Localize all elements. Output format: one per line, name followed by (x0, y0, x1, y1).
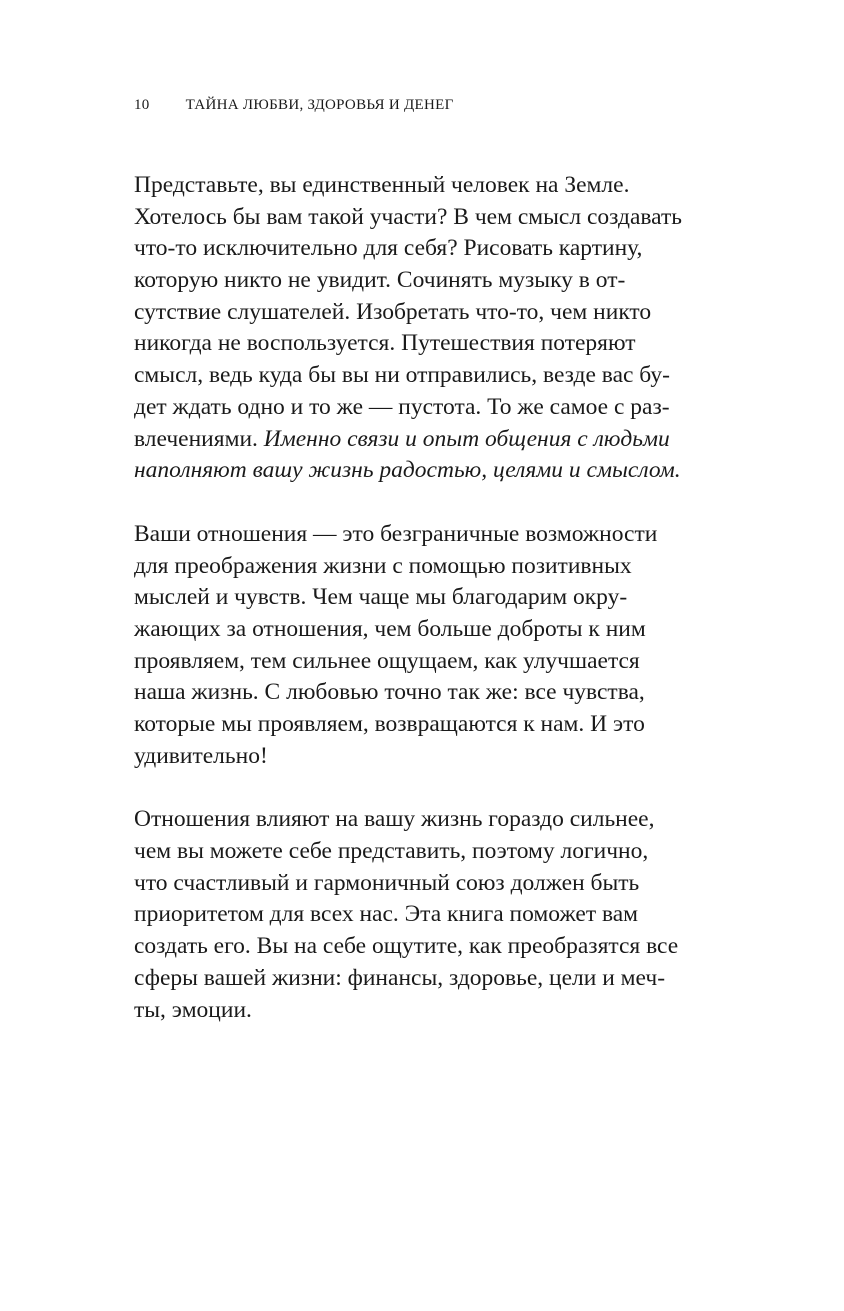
text-line: жающих за отношения, чем больше доброты к ним (134, 615, 646, 642)
body-text (134, 170, 734, 1026)
text-line: дет ждать одно и то же — пустота. То же самое с раз- (134, 393, 670, 420)
text-line: сферы вашей жизни: финансы, здоровье, цели и меч- (134, 964, 666, 991)
paragraph-1 (134, 170, 734, 487)
text-italic-segment: Именно связи и опыт общения с людьми (263, 425, 670, 452)
running-head-title: ТАЙНА ЛЮБВИ, ЗДОРОВЬЯ И ДЕНЕГ (185, 97, 454, 113)
text-line: что счастливый и гармоничный союз должен быть (134, 869, 640, 896)
running-head (134, 97, 454, 114)
text-line: Ваши отношения — это безграничные возможности (134, 520, 658, 547)
page-number: 10 (134, 97, 150, 113)
text-line: никогда не воспользуется. Путешествия потеряют (134, 330, 636, 357)
text-line: наша жизнь. С любовью точно так же: все чувства, (134, 679, 645, 706)
paragraph-spacer (134, 772, 734, 804)
text-line: проявляем, тем сильнее ощущаем, как улучшается (134, 647, 640, 674)
text-line: что-то исключительно для себя? Рисовать картину, (134, 235, 643, 262)
text-line: Отношения влияют на вашу жизнь гораздо сильнее, (134, 806, 655, 833)
text-line-mixed (134, 424, 734, 456)
text-regular-segment: влечениями. (134, 425, 264, 452)
text-line: Хотелось бы вам такой участи? В чем смысл создавать (134, 203, 682, 230)
text-line: создать его. Вы на себе ощутите, как преобразятся все (134, 933, 679, 960)
text-line: чем вы можете себе представить, поэтому логично, (134, 838, 649, 865)
paragraph-2 (134, 519, 734, 773)
text-line: которые мы проявляем, возвращаются к нам. И это (134, 711, 645, 737)
text-line: сутствие слушателей. Изобретать что-то, чем никто (134, 298, 652, 325)
text-line: смысл, ведь куда бы вы ни отправились, везде вас бу- (134, 362, 670, 389)
text-line-italic: наполняют вашу жизнь радостью, целями и смыслом. (134, 457, 681, 484)
text-line: мыслей и чувств. Чем чаще мы благодарим окру- (134, 584, 628, 611)
text-line: которую никто не увидит. Сочинять музыку в от- (134, 267, 626, 294)
paragraph-spacer (134, 487, 734, 519)
text-line: Представьте, вы единственный человек на Земле. (134, 172, 630, 198)
text-line: удивительно! (134, 742, 268, 769)
paragraph-3 (134, 804, 734, 1026)
text-line: ты, эмоции. (134, 996, 252, 1023)
text-line: приоритетом для всех нас. Эта книга поможет вам (134, 901, 639, 928)
text-line: для преображения жизни с помощью позитивных (134, 552, 632, 579)
